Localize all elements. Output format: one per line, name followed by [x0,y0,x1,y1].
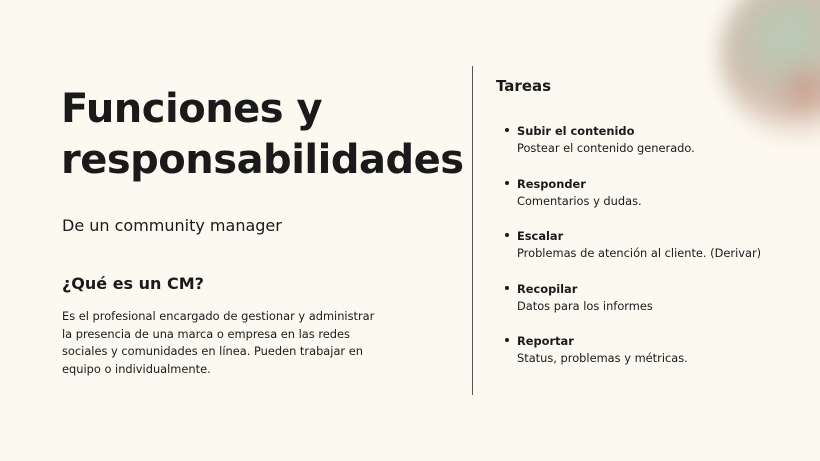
task-item-escalar [504,228,761,281]
task-name: Subir el contenido [517,124,635,138]
slide-title: Funciones y responsabilidades [61,86,464,183]
bullet-icon [505,338,509,342]
task-name: Escalar [517,229,564,243]
task-item-responder [504,176,761,229]
question-heading: ¿Qué es un CM? [62,274,204,293]
bullet-icon [505,286,509,290]
task-description: Comentarios y dudas. [517,193,642,208]
tasks-heading: Tareas [496,77,552,95]
task-description: Problemas de atención al cliente. (Derivar) [517,246,762,260]
task-description: Datos para los informes [517,298,653,313]
task-name: Recopilar [517,281,578,296]
task-item-reportar [504,333,761,386]
task-description: Postear el contenido generado. [517,141,695,155]
bullet-icon [505,181,509,185]
slide-subtitle: De un community manager [62,216,282,235]
task-name: Responder [517,176,586,191]
question-body: Es el profesional encargado de gestionar y administrar la presencia de una marca o empresa en las redes sociales y comunidades en línea. Pueden trabajar en equipo o individualmente. [62,309,375,376]
task-name: Reportar [517,334,574,348]
vertical-divider [472,66,473,395]
bullet-icon [505,128,509,132]
task-description: Status, problemas y métricas. [517,351,688,365]
bullet-icon [505,233,509,237]
task-item-recopilar [504,281,761,334]
task-list [504,123,761,386]
task-item-subir [504,123,761,176]
